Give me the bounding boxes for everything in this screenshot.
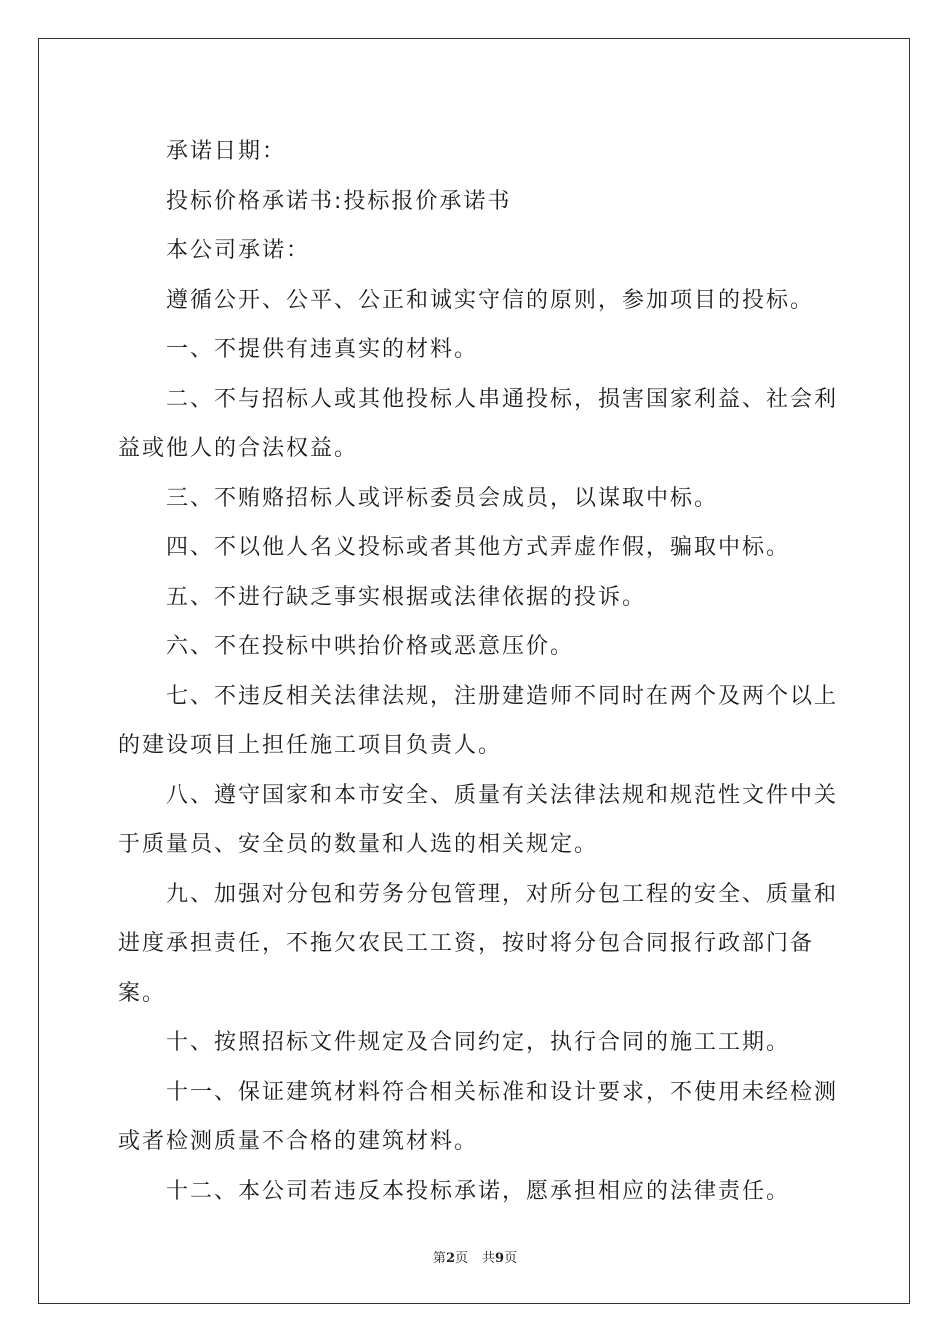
commitment-date-line: 承诺日期： [166, 139, 287, 164]
page-prefix: 第 [432, 1251, 446, 1266]
clause-8: 八、遵守国家和本市安全、质量有关法律法规和规范性文件中关于质量员、安全员的数量和人选的相关规定。 [118, 782, 839, 857]
clause-2: 二、不与招标人或其他投标人串通投标，损害国家利益、社会利益或他人的合法权益。 [118, 386, 839, 461]
page-suffix: 页 [454, 1251, 468, 1266]
page-footer [0, 1247, 950, 1266]
clause-11: 十一、保证建筑材料符合相关标准和设计要求，不使用未经检测或者检测质量不合格的建筑材料。 [118, 1079, 839, 1154]
clause-5: 五、不进行缺乏事实根据或法律依据的投诉。 [166, 584, 647, 610]
document-title: 投标价格承诺书:投标报价承诺书 [166, 188, 512, 214]
document-body [118, 127, 838, 1216]
clause-1: 一、不提供有违真实的材料。 [166, 337, 479, 362]
clause-10: 十、按照招标文件规定及合同约定，执行合同的施工工期。 [166, 1030, 791, 1055]
clause-7: 七、不违反相关法律法规，注册建造师不同时在两个及两个以上的建设项目上担任施工项目负责人。 [118, 683, 839, 758]
current-page-number: 2 [445, 1251, 455, 1266]
clause-6: 六、不在投标中哄抬价格或恶意压价。 [166, 634, 575, 659]
clause-4: 四、不以他人名义投标或者其他方式弄虚作假，骗取中标。 [166, 535, 791, 560]
principle-paragraph: 遵循公开、公平、公正和诚实守信的原则，参加项目的投标。 [166, 287, 815, 313]
total-prefix: 共 [482, 1251, 496, 1266]
total-suffix: 页 [504, 1251, 518, 1266]
clause-3: 三、不贿赂招标人或评标委员会成员，以谋取中标。 [166, 485, 719, 511]
total-page-count: 9 [495, 1251, 505, 1266]
clause-12: 十二、本公司若违反本投标承诺，愿承担相应的法律责任。 [166, 1178, 791, 1204]
company-commitment-heading: 本公司承诺： [166, 238, 311, 263]
clause-9: 九、加强对分包和劳务分包管理，对所分包工程的安全、质量和进度承担责任，不拖欠农民工工资，按时将分包合同报行政部门备案。 [118, 881, 839, 1006]
